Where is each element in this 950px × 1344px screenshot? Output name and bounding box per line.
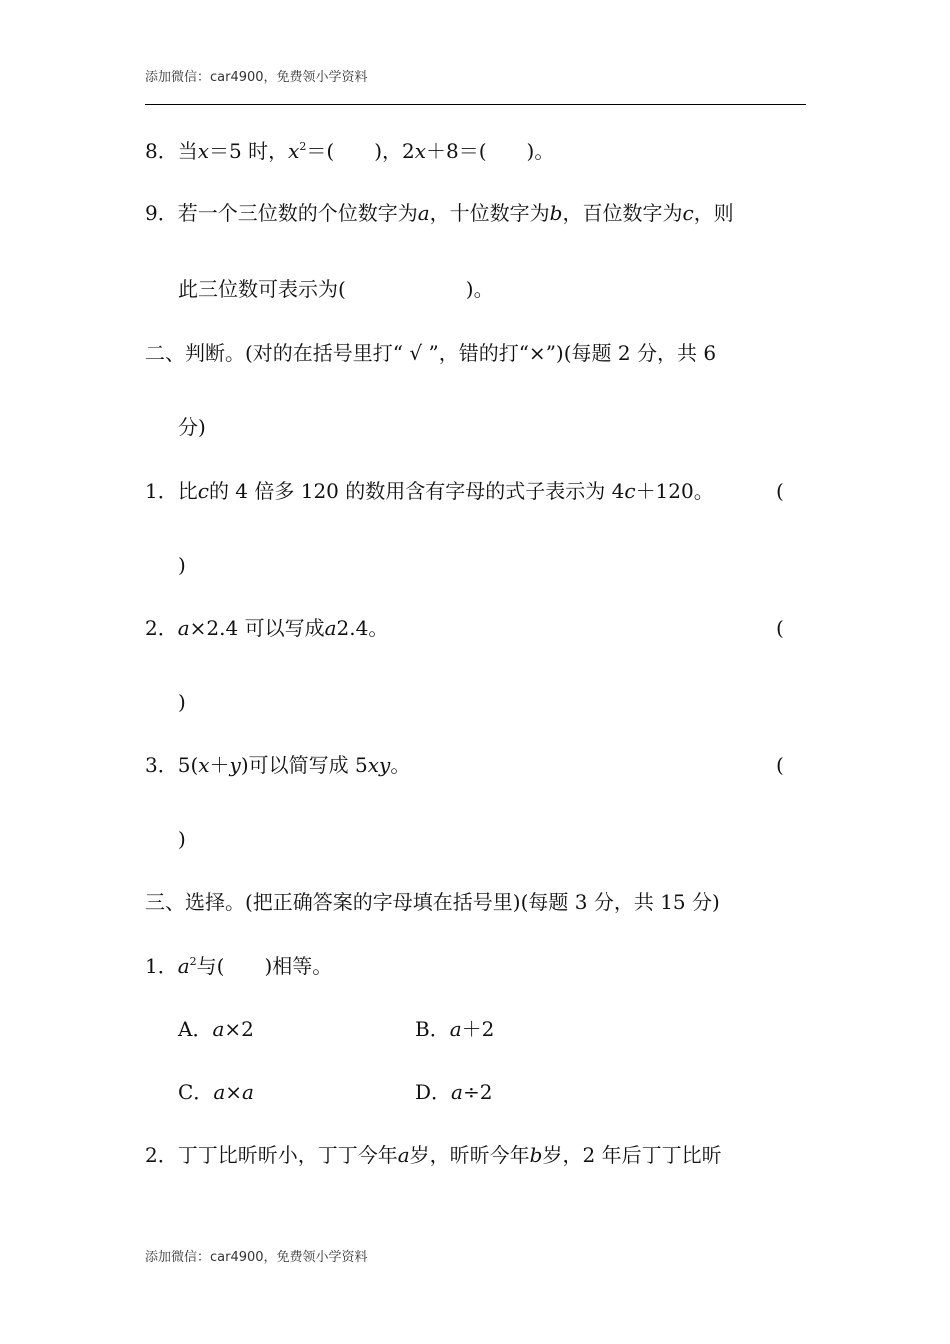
judge-1-answer-open: (	[776, 479, 784, 503]
judge-3-text-1: 5(	[177, 753, 199, 777]
footer-note: 添加微信：car4900，免费领小学资料	[145, 1250, 368, 1265]
judge-2-answer-close: )	[178, 690, 186, 714]
judge-1-var-c-2: c	[624, 479, 636, 503]
q9-text-1: 若一个三位数的个位数字为	[177, 201, 418, 225]
q8-text-1: 当	[177, 139, 198, 163]
judge-3-text-3: 。	[390, 753, 411, 777]
header-rule	[145, 104, 806, 105]
option-d	[415, 1079, 492, 1105]
choice-2-var-a: a	[397, 1143, 410, 1167]
option-a	[178, 1016, 254, 1042]
option-c-rest: ×	[225, 1080, 243, 1104]
choice-question-1	[145, 953, 332, 979]
choice-1-exponent: 2	[189, 955, 197, 968]
option-b-label: B．	[415, 1017, 450, 1041]
q9-var-c: c	[682, 201, 694, 225]
q9-var-b: b	[549, 201, 563, 225]
judge-2-answer-open: (	[776, 616, 784, 640]
judge-1-text-1: 比	[177, 479, 198, 503]
choice-2-text-2: 岁，昕昕今年	[409, 1143, 530, 1167]
option-d-var: a	[451, 1080, 463, 1104]
q8-exponent: 2	[299, 140, 307, 153]
q8-text-2: ＝5 时，	[209, 139, 289, 163]
q9-number: 9．	[145, 201, 178, 225]
q8-text-4: ＋8＝( )。	[426, 139, 555, 163]
judge-1-answer-close: )	[178, 553, 186, 577]
choice-2-text-1: 丁丁比昕昕小，丁丁今年	[177, 1143, 398, 1167]
option-c	[178, 1079, 254, 1105]
choice-question-2	[145, 1142, 722, 1168]
option-b-var: a	[449, 1017, 462, 1041]
choice-1-text: 与( )相等。	[196, 954, 333, 978]
choice-2-var-b: b	[529, 1143, 543, 1167]
section-3-title: 三、选择。(把正确答案的字母填在括号里)(每题 3 分，共 15 分)	[145, 890, 720, 914]
q9-var-a: a	[417, 201, 430, 225]
judge-3-answer-close: )	[178, 827, 186, 851]
judge-1-text-2: 的 4 倍多 120 的数用含有字母的式子表示为 4	[208, 479, 625, 503]
choice-2-text-3: 岁，2 年后丁丁比昕	[542, 1143, 722, 1167]
judge-2-var-a-2: a	[324, 616, 337, 640]
q9-text-2: ，十位数字为	[429, 201, 550, 225]
judge-2-text-2: ×2.4 可以写成	[189, 616, 325, 640]
q9-text-4: ，则	[693, 201, 734, 225]
q8-var-x: x	[197, 139, 210, 163]
q9-line-2: 此三位数可表示为( )。	[178, 277, 494, 301]
judge-2-number: 2．	[145, 616, 178, 640]
option-d-rest: ÷2	[462, 1080, 493, 1104]
q9-text-3: ，百位数字为	[562, 201, 683, 225]
judge-item-3	[145, 752, 410, 778]
q8-number: 8．	[145, 139, 178, 163]
choice-1-var-a: a	[177, 954, 190, 978]
option-c-label: C．	[178, 1080, 214, 1104]
judge-3-text-2: )可以简写成 5	[240, 753, 368, 777]
judge-3-answer-open: (	[776, 753, 784, 777]
judge-item-1	[145, 478, 714, 504]
judge-3-var-xy: xy	[367, 753, 391, 777]
header-note: 添加微信：car4900，免费领小学资料	[145, 70, 368, 85]
option-a-label: A．	[178, 1017, 213, 1041]
option-a-rest: ×2	[224, 1017, 254, 1041]
option-b-rest: ＋2	[461, 1017, 495, 1041]
judge-1-text-3: ＋120。	[635, 479, 714, 503]
q8-text-3: ＝( )，2	[306, 139, 415, 163]
choice-2-number: 2．	[145, 1143, 178, 1167]
judge-2-var-a: a	[177, 616, 190, 640]
judge-3-plus: ＋	[209, 753, 230, 777]
section-2-title: 二、判断。(对的在括号里打“ √ ”，错的打“×”)(每题 2 分，共 6	[145, 341, 717, 365]
q8-var-x-2: x	[288, 139, 300, 163]
option-a-var: a	[212, 1017, 225, 1041]
question-8	[145, 138, 554, 164]
option-b	[415, 1016, 494, 1042]
question-9	[145, 200, 734, 226]
section-2-title-cont: 分)	[178, 415, 206, 439]
judge-item-2	[145, 615, 388, 641]
option-c-var: a	[213, 1080, 226, 1104]
q8-var-x-3: x	[414, 139, 427, 163]
judge-2-text-3: 2.4。	[336, 616, 389, 640]
judge-3-var-y: y	[229, 753, 241, 777]
option-d-label: D．	[415, 1080, 452, 1104]
choice-1-number: 1．	[145, 954, 178, 978]
judge-3-var-x: x	[198, 753, 210, 777]
judge-3-number: 3．	[145, 753, 178, 777]
judge-1-number: 1．	[145, 479, 178, 503]
judge-1-var-c: c	[197, 479, 209, 503]
option-c-var-2: a	[242, 1080, 254, 1104]
